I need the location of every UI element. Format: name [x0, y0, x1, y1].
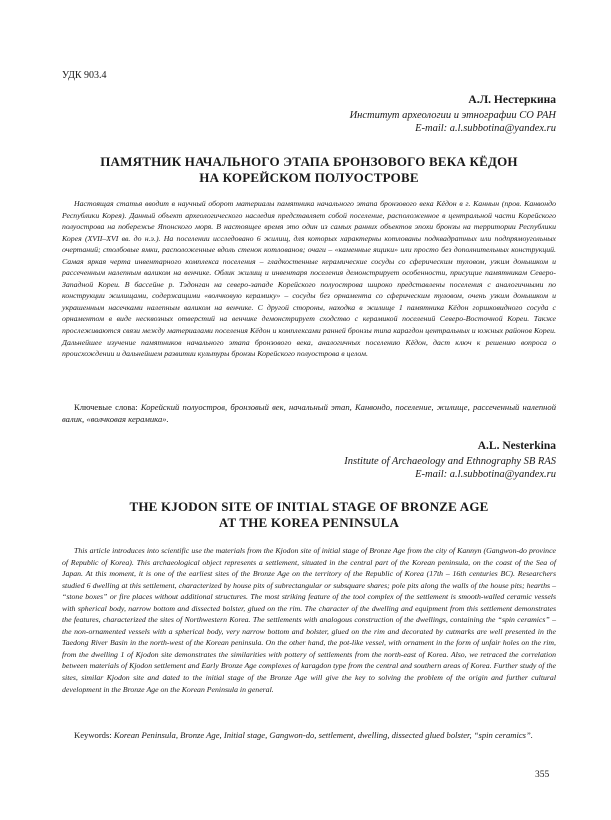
en-title [62, 499, 556, 531]
en-affiliation: Institute of Archaeology and Ethnography SB RAS [344, 456, 556, 467]
ru-affiliation: Институт археологии и этнографии СО РАН [349, 110, 556, 121]
ru-title-line-1: ПАМЯТНИК НАЧАЛЬНОГО ЭТАПА БРОНЗОВОГО ВЕКА КЁДОН [100, 154, 518, 169]
ru-abstract-text: Настоящая статья вводит в научный оборот материалы памятника начального этапа бронзового века Кёдон в г. Каннын (пров. Канвондо Республики Корея). Данный объект археологического наследия представляет собой поселение, расположенное в центральной части Корейского полуострова на побережье Японского моря. В настоящее время это один из самых ранних объектов эпохи бронзы на территории Республики Корея (XVII–XVI вв. до н.э.). На поселении исследовано 6 жилищ, для которых характерны котлованы подквадратных или подпрямоугольных очертаний; столбовые ямки, расположенные вдоль стенок котлованов; очаги – «каменные ящики» или просто без дополнительных конструкций. Самая яркая черта инвентарного комплекса поселения – гладкостенные керамические сосуды со сферическим туловом, узким донышком и рассеченным налепным валиком на венчике. Облик жилищ и инвентаря поселения демонстрирует особенности, присущие памятникам Северо-Западной Кореи. В бассейне р. Тэдонган на северо-западе Корейского полуострова широко представлены поселения с аналогичными по конструкции жилищами, содержащими «волчковую керамику» – сосуды без орнамента со сферическим туловом, очень узким донышком и украшенным насечками налепным валиком на венчике. С другой стороны, находка в жилище 1 памятника Кёдон горшковидного сосуда с орнаментом в виде несквозных отверстий на венчике демонстрирует сходство с керамикой поселений Северо-Восточной Кореи. Также прослеживаются связи между материалами поселения Кёдон и комплексами ранней бронзы типа карагдон центральных и южных районов Кореи. Дальнейшее изучение памятников начального этапа бронзового века, аналогичных поселению Кёдон, даст ключ к решению вопроса о происхождении и дальнейшем развитии культуры бронзы Корейского полуострова в целом. [62, 199, 556, 359]
ru-author-block [62, 94, 556, 107]
ru-title [62, 154, 556, 186]
en-title-line-2: AT THE KOREA PENINSULA [218, 515, 400, 530]
en-keywords-values: Korean Peninsula, Bronze Age, Initial stage, Gangwon-do, settlement, dwelling, dissected glued bolster, “spin ceramics”. [113, 730, 533, 740]
page-number: 355 [535, 770, 550, 780]
ru-keywords-values: Корейский полуостров, бронзовый век, начальный этап, Канвондо, поселение, жилище, рассеченный налепной валик, «волчковая керамика». [62, 402, 556, 424]
en-affiliation-block [62, 456, 556, 481]
en-author-name: A.L. Nesterkina [477, 440, 556, 452]
en-keywords-label: Keywords: [74, 730, 112, 740]
ru-title-line-2: НА КОРЕЙСКОМ ПОЛУОСТРОВЕ [199, 170, 419, 185]
en-title-line-1: THE KJODON SITE OF INITIAL STAGE OF BRONZE AGE [129, 499, 489, 514]
ru-keywords-label: Ключевые слова: [74, 402, 138, 412]
en-keywords [62, 730, 556, 742]
udk-code: УДК 903.4 [62, 70, 107, 81]
ru-author-name: А.Л. Нестеркина [468, 94, 556, 106]
en-email: E-mail: a.l.subbotina@yandex.ru [415, 468, 556, 480]
ru-email: E-mail: a.l.subbotina@yandex.ru [415, 122, 556, 134]
en-author-block [62, 440, 556, 453]
ru-keywords [62, 402, 556, 425]
en-abstract-text: This article introduces into scientific use the materials from the Kjodon site of initial stage of Bronze Age from the city of Kannyn (Gangwon-do province of Republic of Korea). This archaeological object represents a settlement, situated in the central part of the Korean peninsula, on the coast of the Sea of Japan. At this moment, it is one of the earliest sites of the Bronze Age on the territory of the Republic of Korea (17th – 16th centuries BC). Researchers studied 6 dwelling at this settlement, characterized by house pits of subrectangular or subsquare shares; pole pits along the walls of the house pits; hearths – “stone boxes” or fire places without additional structures. The most striking feature of the tool complex of the settlement is smooth-walled ceramic vessels with spherical body, narrow bottom and dissected bolster, glued on the rim. The character of the dwelling and equipment from this settlement demonstrates the features, characterized the sites of Northwestern Korea. The settlements with analogous construction of the dwellings, containing the “spin ceramics” – the non-ornamented vessels with a spherical body, very narrow bottom and bolster, glued on the rim and decorated by cutmarks are well presented in the Taedong River Basin in the north-west of the Korean peninsula. On the other hand, the pot-like vessel, with ornament in the form of unfair holes on the rim, from the dwelling 1 of Kjodon site demonstrates the similarities with pottery of settlements from the north-east of Korea. Also, we retraced the correlation between materials of Kjodon settlement and Early Bronze Age complexes of karagdon type from the central and southern areas of Korea. Further study of the sites, similar Kjodon site and dated to the initial stage of the Bronze Age will give the key to solving the problem of the origin and further cultural development in the Bronze Age on the Korean Peninsula in general. [62, 546, 556, 694]
ru-abstract [62, 198, 556, 360]
en-abstract [62, 545, 556, 695]
ru-affiliation-block [62, 110, 556, 135]
